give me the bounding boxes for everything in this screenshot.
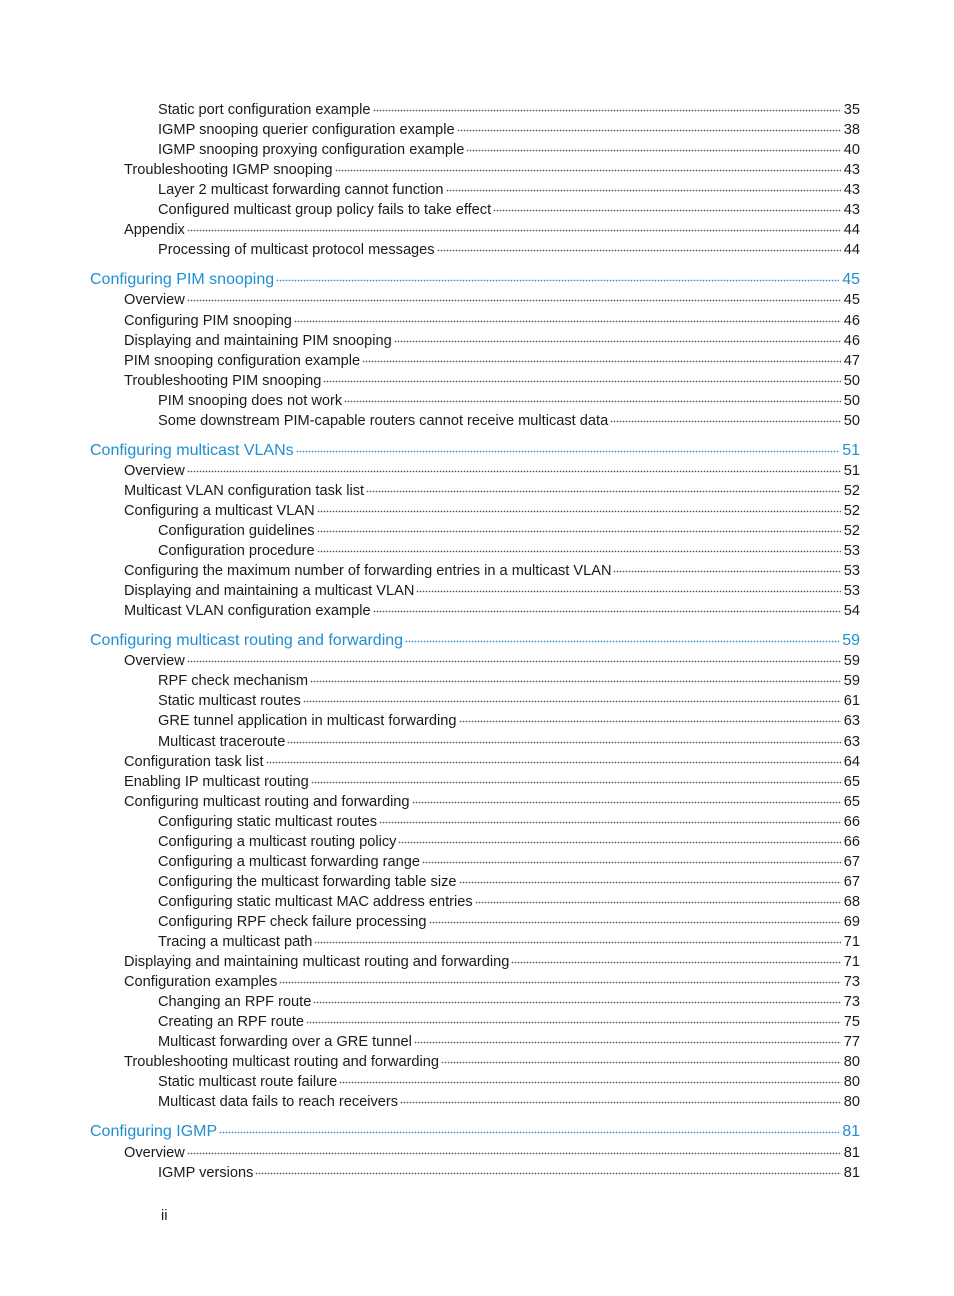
toc-entry-title: Displaying and maintaining PIM snooping [124,332,392,349]
dot-leader [306,1015,841,1027]
toc-entry[interactable] [158,411,860,431]
toc-entry-title: IGMP versions [158,1164,254,1181]
dot-leader [466,143,840,155]
toc-entry-title: Multicast VLAN configuration task list [124,482,365,499]
toc-entry-title: Multicast forwarding over a GRE tunnel [158,1034,412,1051]
toc-entry-page: 59 [843,653,860,670]
toc-entry[interactable] [124,581,860,601]
dot-leader [394,334,841,346]
toc-entry[interactable] [158,812,860,832]
toc-entry-title: Displaying and maintaining multicast routing and forwarding [124,954,510,971]
toc-entry-page: 66 [843,813,860,830]
dot-leader [323,374,840,386]
dot-leader [493,203,841,215]
toc-entry[interactable] [158,140,860,160]
toc-entry-page: 40 [843,142,860,159]
toc-entry[interactable] [124,501,860,521]
toc-entry-title: Troubleshooting IGMP snooping [124,162,333,179]
toc-entry-page: 68 [843,893,860,910]
dot-leader [446,183,841,195]
toc-entry[interactable] [124,772,860,792]
toc-entry-page: 35 [843,102,860,118]
dot-leader [412,795,841,807]
toc-entry-title: Troubleshooting multicast routing and forwarding [124,1054,440,1071]
page-number: ii [161,1208,168,1224]
dot-leader [317,524,841,536]
toc-entry-page: 45 [842,271,860,289]
toc-entry-title: Creating an RPF route [158,1014,305,1031]
toc-entry-title: Changing an RPF route [158,994,312,1011]
dot-leader [459,875,841,887]
toc-entry[interactable] [124,290,860,310]
toc-entry-page: 45 [843,292,860,309]
toc-entry[interactable] [124,752,860,772]
toc-chapter-entry[interactable] [90,631,860,651]
toc-entry-title: Configuration guidelines [158,523,315,539]
toc-entry[interactable] [158,691,860,711]
toc-entry-page: 51 [842,441,860,459]
toc-entry-page: 65 [843,773,860,790]
dot-leader [379,815,841,827]
toc-entry[interactable] [158,1163,860,1183]
toc-entry-page: 52 [843,523,860,539]
dot-leader [429,915,841,927]
toc-entry-title: IGMP snooping querier configuration example [158,122,455,139]
toc-entry[interactable] [158,671,860,691]
toc-entry-title: Configuring multicast VLANs [90,441,294,459]
toc-entry-page: 38 [843,122,860,139]
dot-leader [187,293,841,305]
toc-entry[interactable] [158,992,860,1012]
toc-entry-page: 77 [843,1034,860,1051]
toc-entry-title: Configuration procedure [158,543,315,560]
toc-chapter-entry[interactable] [90,1122,860,1142]
dot-leader [266,755,841,767]
toc-entry-title: PIM snooping does not work [158,392,343,409]
dot-leader [441,1055,841,1067]
toc-entry-title: Configuring a multicast forwarding range [158,853,421,870]
toc-entry-title: Configuring static multicast routes [158,813,377,830]
toc-entry-title: Processing of multicast protocol messages [158,242,435,259]
dot-leader [459,714,841,726]
toc-entry[interactable] [158,180,860,200]
toc-entry[interactable] [158,732,860,752]
toc-entry[interactable] [124,1052,860,1072]
dot-leader [405,634,839,646]
toc-entry[interactable] [124,220,860,240]
toc-entry[interactable] [158,120,860,140]
dot-leader [317,504,841,516]
toc-entry-title: PIM snooping configuration example [124,352,361,369]
toc-entry[interactable] [124,651,860,671]
dot-leader [362,354,841,366]
toc-entry-title: Configuring the maximum number of forwarding entries in a multicast VLAN [124,563,612,580]
toc-entry[interactable] [124,1143,860,1163]
dot-leader [219,1125,839,1137]
dot-leader [187,654,841,666]
toc-entry-page: 71 [843,954,860,971]
toc-entry[interactable] [158,932,860,952]
toc-entry-page: 63 [843,713,860,730]
toc-entry-page: 44 [843,222,860,239]
toc-entry-page: 43 [843,182,860,199]
toc-entry-title: Configuring a multicast VLAN [124,502,315,519]
toc-entry-page: 52 [843,482,860,499]
toc-entry-title: Layer 2 multicast forwarding cannot function [158,182,444,199]
toc-entry[interactable] [124,601,860,621]
toc-entry[interactable] [124,561,860,581]
dot-leader [335,163,841,175]
toc-entry-title: GRE tunnel application in multicast forwarding [158,713,457,730]
toc-entry-title: Configured multicast group policy fails to take effect [158,202,492,219]
toc-entry-page: 67 [843,873,860,890]
toc-entry-page: 81 [842,1123,860,1141]
toc-entry[interactable] [158,240,860,260]
toc-entry-title: Multicast data fails to reach receivers [158,1094,399,1111]
dot-leader [294,314,841,326]
toc-entry-page: 50 [843,392,860,409]
dot-leader [187,223,841,235]
dot-leader [414,1035,841,1047]
toc-entry-page: 61 [843,693,860,710]
toc-entry-page: 43 [843,162,860,179]
toc-entry[interactable] [158,200,860,220]
toc-entry-title: Configuring RPF check failure processing [158,913,427,930]
toc-entry-page: 81 [843,1164,860,1181]
toc-entry-title: Enabling IP multicast routing [124,773,309,790]
toc-entry-title: Multicast VLAN configuration example [124,603,371,620]
dot-leader [303,694,841,706]
toc-entry-page: 46 [843,332,860,349]
toc-entry-title: Tracing a multicast path [158,934,313,950]
dot-leader [457,123,841,135]
toc-entry[interactable] [124,972,860,992]
dot-leader [422,855,841,867]
toc-entry[interactable] [158,892,860,912]
toc-entry-page: 69 [843,913,860,930]
dot-leader [187,464,841,476]
toc-entry-page: 66 [843,833,860,850]
toc-entry[interactable] [158,832,860,852]
toc-entry[interactable] [124,371,860,391]
toc-entry-page: 73 [843,994,860,1011]
toc-entry-title: Configuring IGMP [90,1123,218,1141]
toc-entry-title: Static multicast route failure [158,1074,338,1091]
toc-entry[interactable] [158,711,860,731]
dot-leader [287,735,840,747]
toc-entry-title: Overview [124,653,185,670]
toc-entry-title: Displaying and maintaining a multicast VLAN [124,583,415,600]
toc-entry[interactable] [124,952,860,972]
toc-entry-page: 64 [843,753,860,770]
toc-entry-page: 46 [843,312,860,329]
dot-leader [613,564,840,576]
toc-entry-page: 50 [843,372,860,389]
dot-leader [398,835,840,847]
toc-entry-title: Troubleshooting PIM snooping [124,372,322,389]
toc-entry-page: 80 [843,1094,860,1111]
toc-entry-title: IGMP snooping proxying configuration example [158,142,465,159]
toc-entry[interactable] [158,521,860,541]
toc-entry-page: 80 [843,1054,860,1071]
dot-leader [373,103,841,115]
toc-entry-page: 59 [842,632,860,650]
toc-entry-page: 63 [843,733,860,750]
dot-leader [255,1166,840,1178]
toc-entry-title: Configuration task list [124,753,264,770]
toc-entry-title: Overview [124,292,185,309]
toc-entry-title: Configuring PIM snooping [90,271,275,289]
dot-leader [313,995,840,1007]
toc-entry[interactable] [158,1092,860,1112]
toc-entry-page: 71 [843,934,860,950]
toc-entry-page: 47 [843,352,860,369]
toc-entry[interactable] [158,541,860,561]
toc-entry-page: 52 [843,502,860,519]
dot-leader [276,273,839,285]
toc-entry-title: Configuring multicast routing and forwarding [124,793,410,810]
toc-entry[interactable] [158,100,860,120]
toc-entry[interactable] [158,1012,860,1032]
toc-entry[interactable] [124,160,860,180]
toc-entry[interactable] [158,1072,860,1092]
toc-entry-title: Static multicast routes [158,693,301,710]
toc-entry-title: Configuring PIM snooping [124,312,292,329]
toc-entry-title: Appendix [124,222,185,239]
toc-entry[interactable] [124,331,860,351]
dot-leader [511,955,840,967]
dot-leader [339,1075,841,1087]
toc-entry-title: Overview [124,462,185,479]
dot-leader [187,1146,841,1158]
dot-leader [610,414,841,426]
toc-entry-title: Multicast traceroute [158,733,286,750]
toc-entry-page: 43 [843,202,860,219]
dot-leader [317,544,841,556]
toc-entry-page: 80 [843,1074,860,1091]
toc-entry-title: RPF check mechanism [158,673,309,690]
dot-leader [310,674,841,686]
toc-entry-page: 81 [843,1144,860,1161]
toc-entry[interactable] [158,872,860,892]
dot-leader [437,243,841,255]
toc-entry-page: 50 [843,412,860,429]
toc-entry-page: 53 [843,563,860,580]
toc-entry-page: 67 [843,853,860,870]
toc-entry[interactable] [124,461,860,481]
toc-entry-title: Static port configuration example [158,102,371,118]
dot-leader [296,444,840,456]
toc-entry-page: 51 [843,462,860,479]
dot-leader [279,975,840,987]
toc-entry-page: 44 [843,242,860,259]
toc-entry-page: 65 [843,793,860,810]
dot-leader [373,604,841,616]
toc-entry[interactable] [124,351,860,371]
toc-entry[interactable] [158,852,860,872]
toc-entry-page: 53 [843,583,860,600]
toc-chapter-entry[interactable] [90,270,860,290]
toc-entry[interactable] [124,311,860,331]
toc-entry-title: Overview [124,1144,185,1161]
toc-entry-page: 73 [843,974,860,991]
toc-entry-page: 59 [843,673,860,690]
toc-entry-title: Configuring a multicast routing policy [158,833,397,850]
toc-entry-title: Configuring static multicast MAC address entries [158,893,473,910]
dot-leader [366,484,841,496]
toc-chapter-entry[interactable] [90,441,860,461]
toc-entry-page: 53 [843,543,860,560]
dot-leader [314,935,840,947]
toc-entry-page: 54 [843,603,860,620]
toc-entry-title: Configuring multicast routing and forwarding [90,632,404,650]
toc-entry[interactable] [158,912,860,932]
toc-entry[interactable] [158,1032,860,1052]
toc-entry-title: Configuring the multicast forwarding table size [158,873,457,890]
dot-leader [416,584,840,596]
toc-entry[interactable] [124,792,860,812]
dot-leader [344,394,841,406]
dot-leader [311,775,841,787]
dot-leader [400,1095,841,1107]
dot-leader [475,895,841,907]
toc-entry[interactable] [158,391,860,411]
toc-entry-page: 75 [843,1014,860,1031]
toc-entry-title: Some downstream PIM-capable routers cannot receive multicast data [158,412,609,429]
toc-entry-title: Configuration examples [124,974,278,991]
toc-entry[interactable] [124,481,860,501]
